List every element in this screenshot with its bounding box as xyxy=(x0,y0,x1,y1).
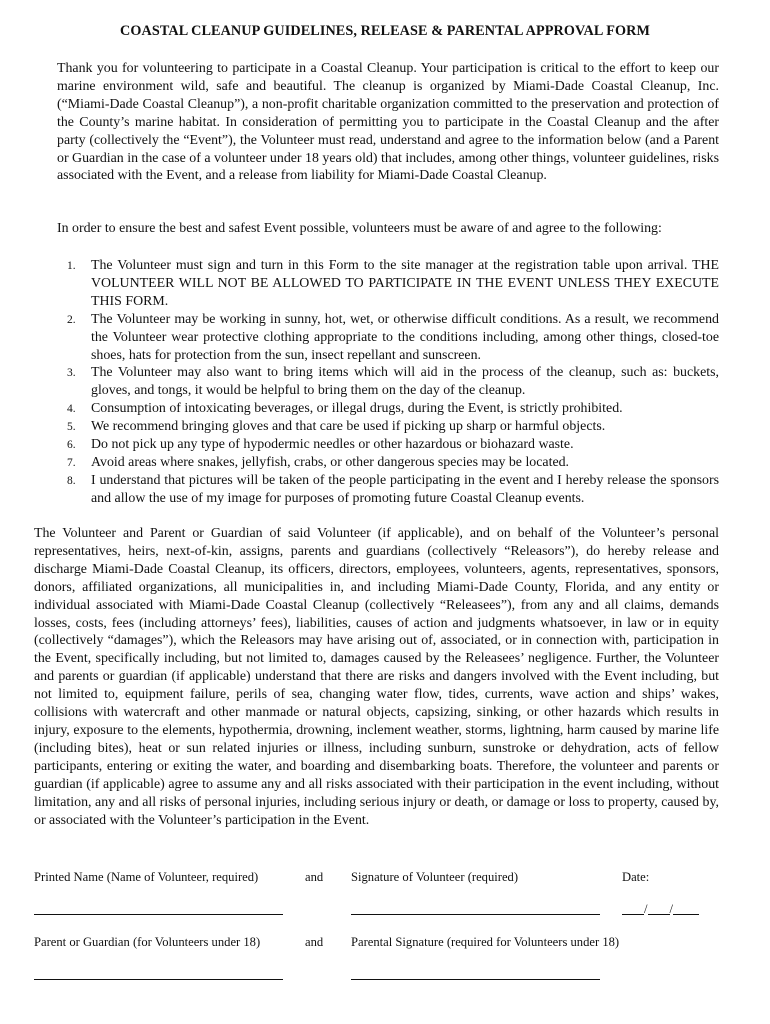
volunteer-signature-label: Signature of Volunteer (required) xyxy=(351,870,519,884)
date-separator: / xyxy=(669,902,673,916)
guideline-text: Consumption of intoxicating beverages, or illegal drugs, during the Event, is strictly prohibited. xyxy=(91,401,623,417)
intro-paragraph: Thank you for volunteering to participate in a Coastal Cleanup. Your participation is critical to the effort to keep our marine environment wild, safe and beautiful. The cleanup is organized by Miami-Dade Coastal Cleanup, Inc. (“Miami-Dade Coastal Cleanup”), a non-profit charitable organization committed to the preservation and protection of the County’s marine habitat. In consideration of permitting you to participate in the Coastal Cleanup and the after party (collectively the “Event”), the Volunteer must read, understand and agree to the information below (and a Parent or Guardian in the case of a volunteer under 18 years old) that includes, among other things, volunteer guidelines, risks associated with the Event, and a release from liability for Miami-Dade Coastal Cleanup. xyxy=(57,61,719,184)
guideline-number: 1. xyxy=(67,260,76,272)
parental-signature-line[interactable] xyxy=(351,979,600,980)
parent-guardian-label: Parent or Guardian (for Volunteers under 18) xyxy=(34,935,261,949)
guideline-text: The Volunteer must sign and turn in this Form to the site manager at the registration table upon arrival. THE VOLUNTEER WILL NOT BE ALLOWED TO PARTICIPATE IN THE EVENT UNLESS THEY EXECUTE THIS FORM. xyxy=(91,258,719,309)
guideline-number: 5. xyxy=(67,421,76,434)
guideline-number: 7. xyxy=(67,456,76,469)
guideline-text: Do not pick up any type of hypodermic needles or other hazardous or biohazard waste. xyxy=(91,437,574,453)
guideline-text: The Volunteer may also want to bring items which will aid in the process of the cleanup, such as: buckets, gloves, and tongs, it would be helpful to bring them on the day of the cleanup. xyxy=(91,365,719,399)
guideline-text: Avoid areas where snakes, jellyfish, crabs, or other dangerous species may be located. xyxy=(91,454,570,470)
guideline-number: 4. xyxy=(67,403,76,416)
guidelines-list xyxy=(0,257,770,508)
volunteer-signature-line[interactable] xyxy=(351,914,600,915)
date-separator: / xyxy=(644,902,648,916)
guideline-text: The Volunteer may be working in sunny, hot, wet, or otherwise difficult conditions. As a result, we recommend the Volunteer wear protective clothing appropriate to the conditions including, among other things, closed-toe shoes, hats for protection from the sun, insect repellant and sunscreen. xyxy=(91,311,719,363)
date-day-blank[interactable] xyxy=(648,902,670,915)
date-month-blank[interactable] xyxy=(622,902,644,915)
guideline-text: We recommend bringing gloves and that care be used if picking up sharp or harmful objects. xyxy=(91,419,606,435)
guideline-number: 3. xyxy=(67,367,76,380)
guideline-number: 6. xyxy=(67,439,76,452)
release-paragraph: The Volunteer and Parent or Guardian of said Volunteer (if applicable), and on behalf of the Volunteer’s personal representatives, heirs, next-of-kin, assigns, parents and guardians (collectively “Releasors”), do hereby release and discharge Miami-Dade Coastal Cleanup, its officers, directors, employees, volunteers, agents, representatives, sponsors, donors, affiliated organizations, all municipalities in, and including Miami-Dade County, Florida, and any entity or individual associated with Miami-Dade Coastal Cleanup (collectively “Releasees”), from any and all claims, demands losses, costs, fees (including attorneys’ fees), liabilities, causes of action and judgments whatsoever, in law or in equity (collectively “damages”), which the Releasors may have arising out of, associated, or in connection with, participation in the Event, specifically including, but not limited to, damages caused by the Releasees’ negligence. Further, the Volunteer and parents or guardian (if applicable) understand that there are risks and dangers involved with the Event including, but not limited to, equipment failure, perils of sea, changing water flow, tides, currents, wave action and ships’ wakes, collisions with watercraft and other manmade or natural objects, capsizing, sinking, or other hazards which results in injury, exposure to the elements, hypothermia, drowning, inclement weather, storms, lightning, harm caused by marine life (including bites), heat or sun related injuries or illness, including sunburn, sunstroke or dehydration, acts of fellow participants, entering or exiting the water, and boarding and disembarking boats. Therefore, the volunteer and parents or guardian (if applicable) agree to assume any and all risks associated with their participation in the event including, without limitation, any and all risks of personal injuries, including serious injury or death, or damage or loss to property, caused by, or associated with the Volunteer’s participation in the Event. xyxy=(34,526,719,828)
date-year-blank[interactable] xyxy=(673,902,699,915)
form-title: COASTAL CLEANUP GUIDELINES, RELEASE & PARENTAL APPROVAL FORM xyxy=(120,23,650,39)
parent-name-line[interactable] xyxy=(34,979,283,980)
date-field[interactable] xyxy=(622,902,699,915)
guideline-item xyxy=(0,418,719,436)
guideline-item xyxy=(0,364,719,400)
guideline-text: I understand that pictures will be taken of the people participating in the event and I hereby release the sponsors and allow the use of my image for purposes of promoting future Coastal Cleanup events. xyxy=(91,472,719,506)
guideline-item xyxy=(0,472,719,508)
printed-name-label: Printed Name (Name of Volunteer, required) xyxy=(34,870,259,884)
and-label: and xyxy=(305,935,324,949)
and-label: and xyxy=(305,870,324,884)
guideline-item xyxy=(0,454,719,472)
date-label: Date: xyxy=(622,870,650,884)
guideline-item xyxy=(0,257,719,311)
guideline-item xyxy=(0,311,719,365)
guideline-item xyxy=(0,400,719,418)
parental-signature-label: Parental Signature (required for Volunteers under 18) xyxy=(351,935,620,949)
printed-name-line[interactable] xyxy=(34,914,283,915)
guideline-item xyxy=(0,436,719,454)
guideline-number: 8. xyxy=(67,474,76,487)
guideline-number: 2. xyxy=(67,313,76,326)
guidelines-lead: In order to ensure the best and safest Event possible, volunteers must be aware of and agree to the following: xyxy=(57,221,662,236)
